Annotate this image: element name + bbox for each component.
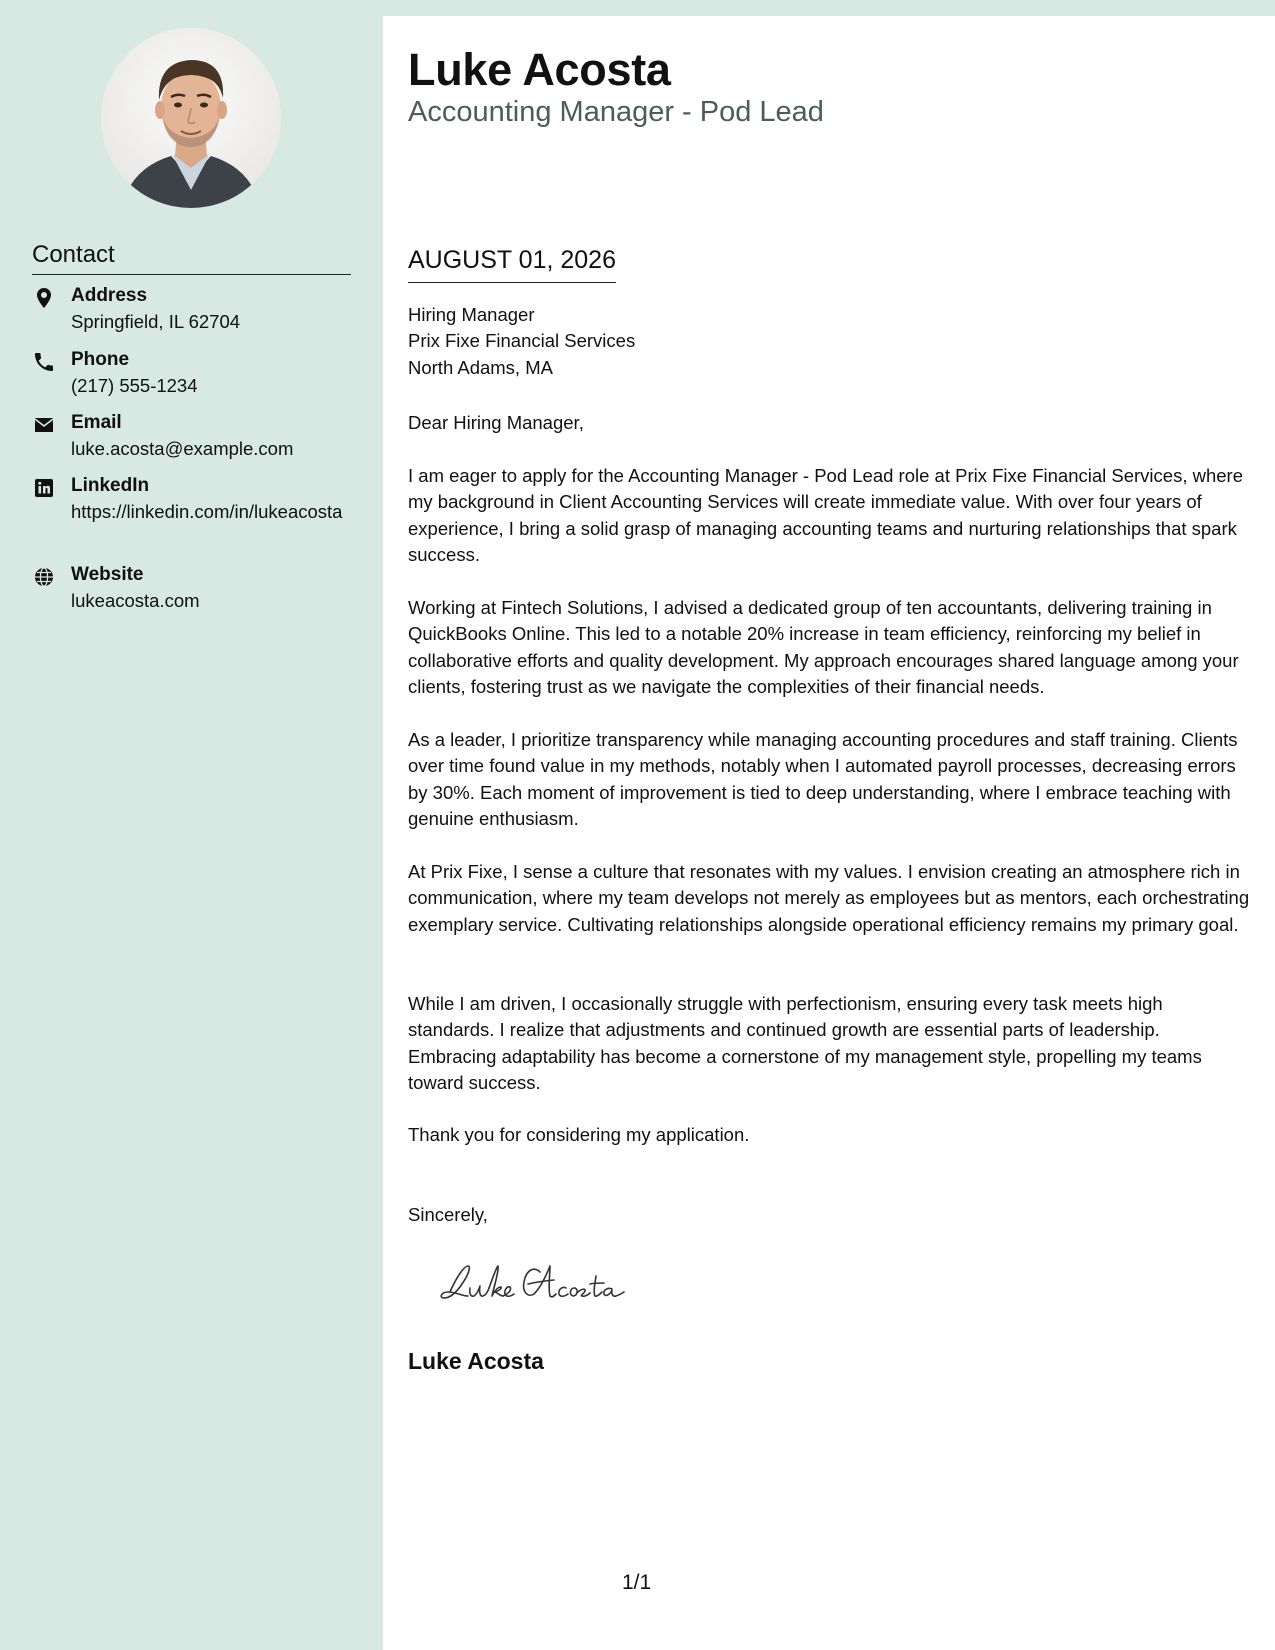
envelope-icon (32, 413, 56, 437)
profile-photo (101, 28, 281, 208)
contact-label-website: Website (71, 564, 144, 585)
contact-value-website[interactable]: lukeacosta.com (71, 590, 200, 611)
contact-label-address: Address (71, 285, 148, 306)
body-paragraph: Working at Fintech Solutions, I advised a dedicated group of ten accountants, delivering training in QuickBooks Online. This led to a notable 20% increase in team efficiency, reinforcing my belief in collaborative efforts and quality development. My approach encourages shared language among your clients, fostering trust as we navigate the complexities of their financial needs. (408, 597, 1239, 697)
phone-icon (32, 350, 56, 374)
map-pin-icon (32, 286, 56, 310)
applicant-job-title: Accounting Manager - Pod Lead (408, 96, 824, 128)
body-paragraph: As a leader, I prioritize transparency while managing accounting procedures and staff training. Clients over time found value in my methods, notably when I automated payroll processes, decreasing errors by 30%. Each moment of improvement is tied to deep understanding, where I embrace teaching with genuine enthusiasm. (408, 729, 1238, 829)
globe-icon (32, 565, 56, 589)
page-number: 1/1 (622, 1571, 652, 1594)
applicant-name: Luke Acosta (408, 44, 671, 95)
recipient-line: Prix Fixe Financial Services (408, 330, 636, 352)
contact-label-phone: Phone (71, 349, 130, 370)
recipient-block (408, 302, 1253, 381)
recipient-line: North Adams, MA (408, 356, 553, 378)
body-paragraph: At Prix Fixe, I sense a culture that resonates with my values. I envision creating an atmosphere rich in communication, where my team develops not merely as employees but as mentors, each orchestrating exemplary service. Cultivating relationships alongside operational efficiency remains my primary goal. (408, 861, 1250, 935)
salutation: Dear Hiring Manager, (408, 412, 584, 433)
contact-value-address: Springfield, IL 62704 (71, 311, 241, 332)
body-paragraph: While I am driven, I occasionally struggle with perfectionism, ensuring every task meets high standards. I realize that adjustments and continued growth are essential parts of leadership. Embracing adaptability has become a cornerstone of my management style, propelling my teams toward success. (408, 993, 1202, 1093)
contact-value-linkedin[interactable]: https://linkedin.com/in/lukeacosta (71, 501, 343, 522)
body-paragraph: I am eager to apply for the Accounting Manager - Pod Lead role at Prix Fixe Financial Services, where my background in Client Accounting Services will create immediate value. With over four years of experience, I bring a solid grasp of managing accounting teams and nurturing relationships that spark success. (408, 465, 1243, 565)
signed-name: Luke Acosta (408, 1348, 544, 1374)
contact-label-email: Email (71, 412, 122, 433)
top-band (0, 0, 1275, 16)
contact-heading: Contact (32, 240, 351, 275)
linkedin-icon (32, 476, 56, 500)
handwritten-signature (436, 1254, 646, 1310)
closing: Sincerely, (408, 1204, 488, 1225)
contact-label-linkedin: LinkedIn (71, 475, 150, 496)
letter-date: AUGUST 01, 2026 (408, 244, 616, 283)
contact-value-phone: (217) 555-1234 (71, 375, 198, 396)
thank-you-line: Thank you for considering my application. (408, 1124, 750, 1145)
recipient-line: Hiring Manager (408, 304, 535, 325)
contact-value-email: luke.acosta@example.com (71, 438, 294, 459)
